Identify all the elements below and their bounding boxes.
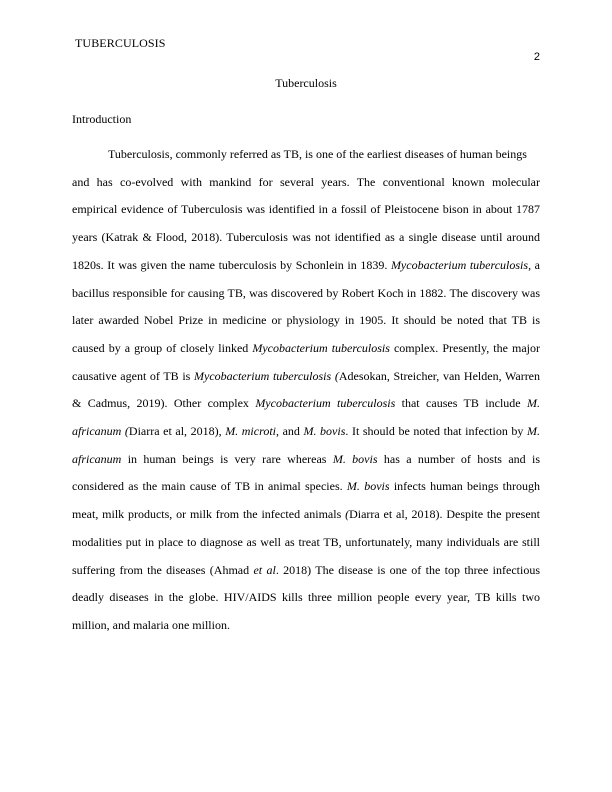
italic-run: M. bovis	[346, 479, 390, 494]
text-line	[72, 418, 540, 446]
text-line	[72, 473, 540, 501]
text-run: , and	[275, 424, 304, 439]
italic-run: Mycobacterium tuberculosis	[255, 396, 396, 411]
italic-run: et al	[253, 562, 276, 577]
text-line	[72, 252, 540, 280]
text-run: & Cadmus, 2019). Other complex	[72, 396, 256, 411]
text-line	[72, 390, 540, 418]
italic-run: Mycobacterium tuberculosis	[252, 340, 390, 355]
text-run: has a number of hosts and is	[377, 451, 541, 466]
text-run: Diarra et al, 2018). Despite the present	[349, 507, 540, 522]
italic-run: M. microti	[225, 424, 276, 439]
running-head: TUBERCULOSIS	[75, 36, 166, 50]
document-title: Tuberculosis	[275, 76, 337, 90]
text-line	[72, 584, 540, 612]
italic-run: Mycobacterium tuberculosis	[390, 257, 529, 272]
text-run: deadly diseases in the globe. HIV/AIDS kills three million people every year, TB kills two	[72, 590, 540, 605]
text-line	[72, 335, 540, 363]
text-line	[72, 280, 540, 308]
text-run: that causes TB include	[395, 396, 528, 411]
text-line	[72, 529, 540, 557]
text-run: and has co-evolved with mankind for several years. The conventional known molecular	[72, 174, 540, 189]
text-line	[72, 141, 540, 169]
text-run: Tuberculosis, commonly referred as TB, is one of the earliest diseases of human beings	[108, 147, 527, 161]
text-run: years (Katrak & Flood, 2018). Tuberculosis was not identified as a single disease until around	[72, 230, 540, 245]
text-line	[72, 501, 540, 529]
body-paragraph	[72, 141, 540, 640]
text-line	[72, 307, 540, 335]
text-run: million, and malaria one million.	[72, 617, 230, 632]
text-run: modalities put in place to diagnose as well as treat TB, unfortunately, many individuals are still	[72, 534, 540, 549]
text-run: infects human beings through	[389, 479, 541, 494]
text-run: causative agent of TB is	[72, 368, 194, 383]
text-run: caused by a group of closely linked	[72, 340, 253, 355]
italic-run: africanum (	[72, 424, 129, 439]
text-run: later awarded Nobel Prize in medicine or physiology in 1905. It should be noted that TB is	[72, 313, 540, 328]
text-run: , a	[528, 257, 541, 272]
text-run: bacillus responsible for causing TB, was discovered by Robert Koch in 1882. The discovery was	[72, 285, 540, 300]
text-line	[72, 446, 540, 474]
text-run: Adesokan, Streicher, van Helden, Warren	[338, 368, 541, 383]
text-run: considered as the main cause of TB in animal species.	[72, 479, 347, 494]
text-line	[72, 169, 540, 197]
section-heading: Introduction	[72, 112, 132, 126]
text-line	[72, 557, 540, 585]
italic-run: africanum	[72, 451, 122, 466]
text-line	[72, 363, 540, 391]
text-run: Diarra et al, 2018),	[128, 424, 226, 439]
text-run: . It should be noted that infection by	[345, 424, 527, 439]
text-line	[72, 612, 540, 640]
page-number: 2	[533, 51, 540, 63]
italic-run: Mycobacterium tuberculosis (	[194, 368, 339, 383]
text-run: 1820s. It was given the name tuberculosis by Schonlein in 1839.	[72, 257, 391, 272]
italic-run: (	[345, 507, 350, 522]
text-run: empirical evidence of Tuberculosis was identified in a fossil of Pleistocene bison in about 1787	[72, 202, 540, 217]
text-run: . 2018) The disease is one of the top three infectious	[275, 562, 540, 577]
text-run: meat, milk products, or milk from the infected animals	[72, 507, 346, 522]
italic-run: M.	[527, 396, 541, 411]
text-run: suffering from the diseases (Ahmad	[72, 562, 254, 577]
italic-run: M.	[527, 424, 540, 439]
italic-run: M. bovis	[332, 451, 378, 466]
text-line	[72, 196, 540, 224]
text-line	[72, 224, 540, 252]
text-run: complex. Presently, the major	[389, 340, 540, 355]
italic-run: M. bovis	[303, 424, 346, 439]
text-run: in human beings is very rare whereas	[121, 451, 333, 466]
